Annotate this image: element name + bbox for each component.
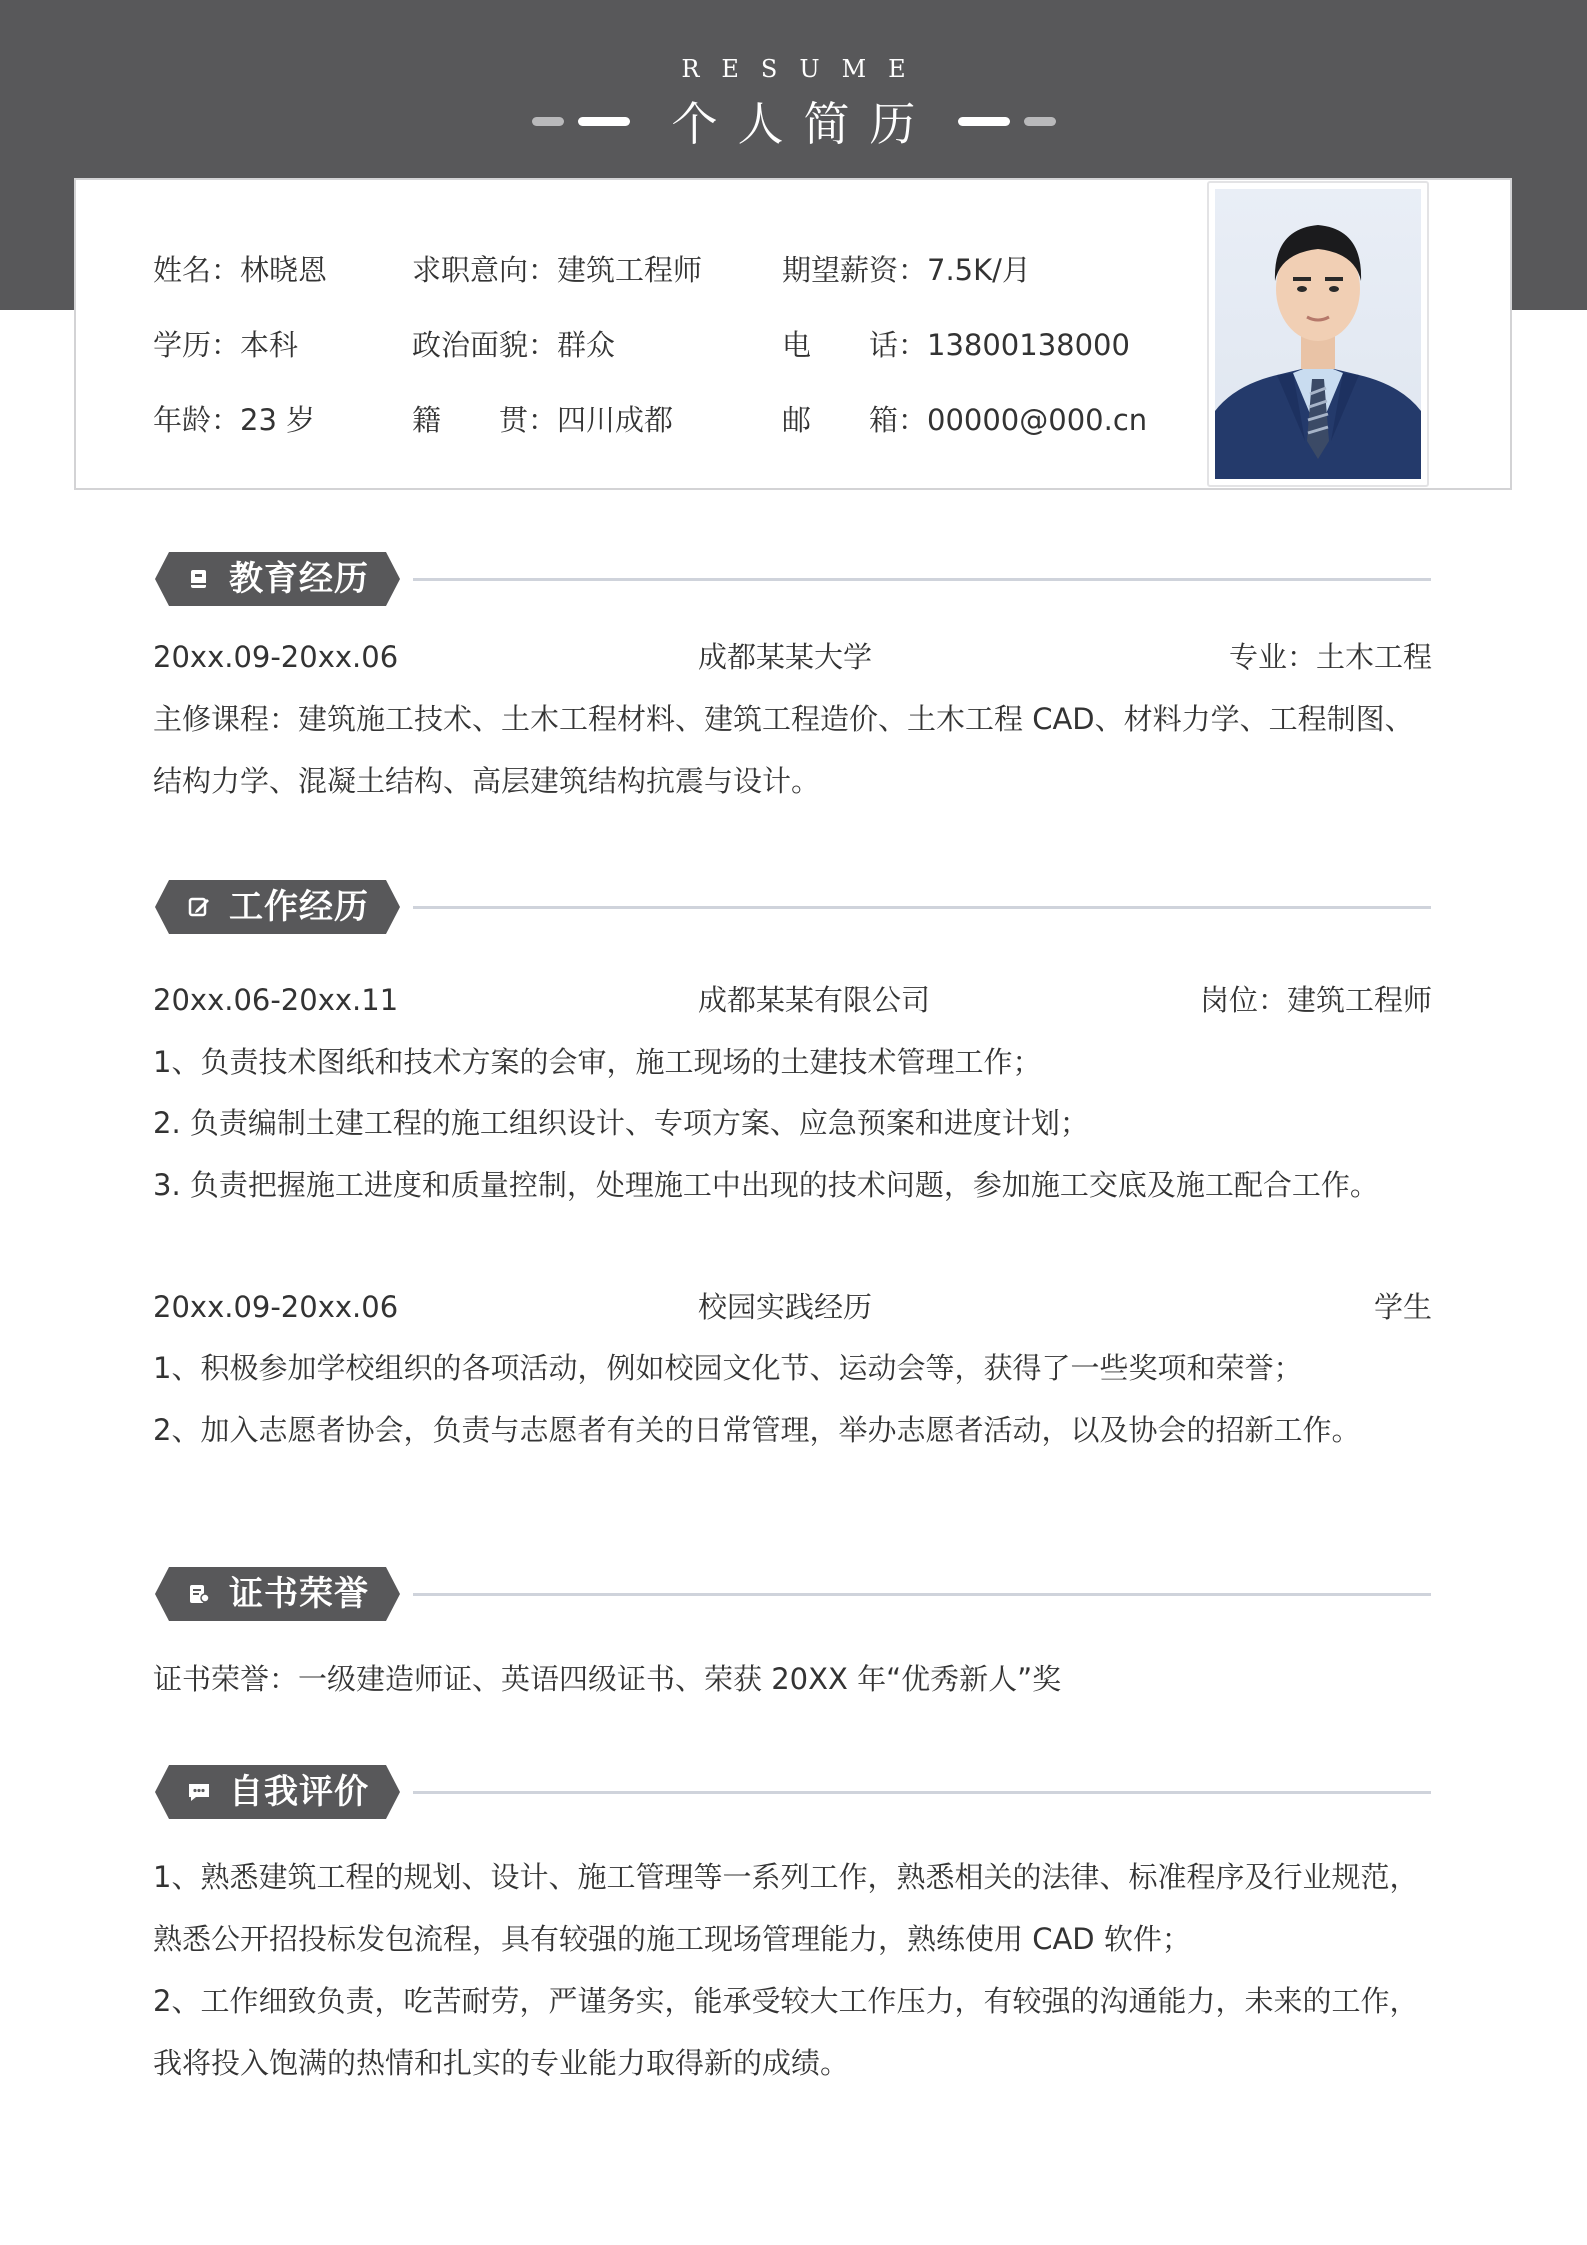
book-icon [187, 567, 211, 591]
section-title: 工作经历 [229, 887, 369, 927]
job-duty-line: 2、加入志愿者协会，负责与志愿者有关的日常管理，举办志愿者活动，以及协会的招新工作。 [153, 1413, 1361, 1447]
certificate-icon [187, 1582, 211, 1606]
profile-intention: 求职意向：建筑工程师 [412, 253, 703, 287]
education-major: 专业：土木工程 [1228, 640, 1432, 674]
title-dash [532, 117, 564, 126]
self-evaluation-line: 我将投入饱满的热情和扎实的专业能力取得新的成绩。 [153, 2046, 850, 2080]
avatar [1215, 189, 1421, 479]
job-duty-line: 1、负责技术图纸和技术方案的会审，施工现场的土建技术管理工作； [153, 1045, 1042, 1079]
education-courses-line: 结构力学、混凝土结构、高层建筑结构抗震与设计。 [153, 764, 821, 798]
profile-email: 邮 箱：00000@000.cn [782, 403, 1148, 437]
portrait-icon [1215, 189, 1421, 479]
edit-icon [187, 895, 211, 919]
resume-title-block [0, 52, 1587, 156]
chat-icon [187, 1780, 211, 1804]
section-title: 自我评价 [229, 1772, 369, 1812]
title-row [0, 86, 1587, 156]
job-period: 20xx.06-20xx.11 [153, 983, 399, 1017]
education-school: 成都某某大学 [698, 640, 873, 674]
section-title: 证书荣誉 [229, 1574, 369, 1614]
title-dash [958, 117, 1010, 126]
education-period: 20xx.09-20xx.06 [153, 640, 399, 674]
self-evaluation-line: 熟悉公开招投标发包流程，具有较强的施工现场管理能力，熟练使用 CAD 软件； [153, 1922, 1191, 1956]
certificates-text: 证书荣誉：一级建造师证、英语四级证书、荣获 20XX 年“优秀新人”奖 [153, 1662, 1062, 1696]
job-duty-line: 1、积极参加学校组织的各项活动，例如校园文化节、运动会等，获得了一些奖项和荣誉； [153, 1351, 1303, 1385]
section-divider [413, 1593, 1431, 1596]
profile-age: 年龄：23 岁 [153, 403, 316, 437]
job-company: 成都某某有限公司 [698, 983, 931, 1017]
job-position: 学生 [1373, 1290, 1432, 1324]
resume-english-label: RESUME [681, 55, 928, 83]
section-divider [413, 578, 1431, 581]
self-evaluation-line: 1、熟悉建筑工程的规划、设计、施工管理等一系列工作，熟悉相关的法律、标准程序及行业规范， [153, 1860, 1419, 1894]
profile-education: 学历：本科 [153, 328, 299, 362]
job-duty-line: 2. 负责编制土建工程的施工组织设计、专项方案、应急预案和进度计划； [153, 1106, 1089, 1140]
profile-salary: 期望薪资：7.5K/月 [782, 253, 1031, 287]
job-duty-line: 3. 负责把握施工进度和质量控制，处理施工中出现的技术问题，参加施工交底及施工配合工作。 [153, 1168, 1379, 1202]
job-company: 校园实践经历 [698, 1290, 873, 1324]
profile-name: 姓名：林晓恩 [153, 253, 328, 287]
job-position: 岗位：建筑工程师 [1199, 983, 1432, 1017]
title-dash [578, 117, 630, 126]
self-evaluation-line: 2、工作细致负责，吃苦耐劳，严谨务实，能承受较大工作压力，有较强的沟通能力，未来的工作， [153, 1984, 1419, 2018]
section-divider [413, 906, 1431, 909]
photo-frame [1207, 181, 1429, 487]
job-period: 20xx.09-20xx.06 [153, 1290, 399, 1324]
section-divider [413, 1791, 1431, 1794]
profile-hometown: 籍 贯：四川成都 [412, 403, 674, 437]
education-courses-line: 主修课程：建筑施工技术、土木工程材料、建筑工程造价、土木工程 CAD、材料力学、工程制图、 [153, 702, 1414, 736]
section-title: 教育经历 [229, 559, 369, 599]
title-dash [1024, 117, 1056, 126]
page-title: 个人简历 [671, 97, 936, 151]
profile-phone: 电 话：13800138000 [782, 328, 1130, 362]
profile-politics: 政治面貌：群众 [412, 328, 616, 362]
